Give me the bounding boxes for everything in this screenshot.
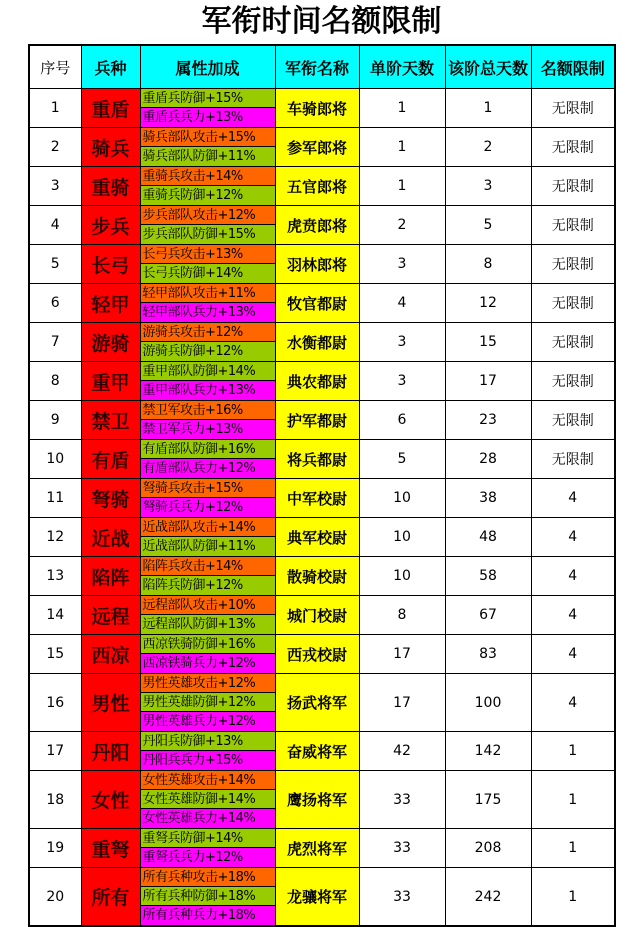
quota-limit-cell: 4 bbox=[531, 479, 615, 518]
defense-bonus: 丹阳兵防御+13% bbox=[141, 732, 275, 751]
attribute-bonus-cell bbox=[140, 771, 275, 829]
stage-days-cell: 1 bbox=[359, 167, 445, 206]
total-days-cell: 58 bbox=[445, 557, 531, 596]
quota-limit-cell: 4 bbox=[531, 635, 615, 674]
defense-bonus: 有盾部队防御+16% bbox=[141, 440, 275, 459]
table-row bbox=[29, 245, 615, 284]
total-days-cell: 17 bbox=[445, 362, 531, 401]
troop-type-cell: 陷阵 bbox=[81, 557, 140, 596]
attack-bonus: 骑兵部队攻击+15% bbox=[141, 128, 275, 147]
attack-bonus: 远程部队攻击+10% bbox=[141, 596, 275, 615]
quota-limit-cell: 4 bbox=[531, 518, 615, 557]
header-limit: 名额限制 bbox=[531, 45, 615, 89]
quota-limit-cell: 无限制 bbox=[531, 167, 615, 206]
troop-type-cell: 禁卫 bbox=[81, 401, 140, 440]
seq-cell: 20 bbox=[29, 868, 81, 927]
stage-days-cell: 33 bbox=[359, 829, 445, 868]
defense-bonus: 女性英雄防御+14% bbox=[141, 790, 275, 809]
page-title: 军衔时间名额限制 bbox=[201, 4, 442, 39]
troops-bonus: 重盾兵兵力+13% bbox=[141, 108, 275, 127]
total-days-cell: 242 bbox=[445, 868, 531, 927]
troop-type-cell: 长弓 bbox=[81, 245, 140, 284]
defense-bonus: 骑兵部队防御+11% bbox=[141, 147, 275, 166]
troop-type-cell: 游骑 bbox=[81, 323, 140, 362]
defense-bonus: 重骑兵防御+12% bbox=[141, 186, 275, 205]
table-row bbox=[29, 829, 615, 868]
defense-bonus: 游骑兵防御+12% bbox=[141, 342, 275, 361]
attribute-bonus-cell bbox=[140, 635, 275, 674]
stage-days-cell: 3 bbox=[359, 245, 445, 284]
attack-bonus: 长弓兵攻击+13% bbox=[141, 245, 275, 264]
rank-name-cell: 扬武将军 bbox=[275, 674, 359, 732]
table-row bbox=[29, 167, 615, 206]
rank-name-cell: 参军郎将 bbox=[275, 128, 359, 167]
table-row bbox=[29, 284, 615, 323]
rank-name-cell: 鹰扬将军 bbox=[275, 771, 359, 829]
table-row bbox=[29, 732, 615, 771]
stage-days-cell: 1 bbox=[359, 128, 445, 167]
attack-bonus: 禁卫军攻击+16% bbox=[141, 401, 275, 420]
seq-cell: 15 bbox=[29, 635, 81, 674]
rank-name-cell: 虎烈将军 bbox=[275, 829, 359, 868]
table-row bbox=[29, 89, 615, 128]
attribute-bonus-cell bbox=[140, 128, 275, 167]
attack-bonus: 弩骑兵攻击+15% bbox=[141, 479, 275, 498]
quota-limit-cell: 无限制 bbox=[531, 284, 615, 323]
troop-type-cell: 重盾 bbox=[81, 89, 140, 128]
stage-days-cell: 10 bbox=[359, 557, 445, 596]
defense-bonus: 男性英雄防御+12% bbox=[141, 693, 275, 712]
total-days-cell: 5 bbox=[445, 206, 531, 245]
troops-bonus: 西凉铁骑兵力+12% bbox=[141, 654, 275, 673]
quota-limit-cell: 1 bbox=[531, 771, 615, 829]
stage-days-cell: 6 bbox=[359, 401, 445, 440]
seq-cell: 9 bbox=[29, 401, 81, 440]
seq-cell: 1 bbox=[29, 89, 81, 128]
stage-days-cell: 17 bbox=[359, 674, 445, 732]
troop-type-cell: 有盾 bbox=[81, 440, 140, 479]
table-row bbox=[29, 323, 615, 362]
attribute-bonus-cell bbox=[140, 674, 275, 732]
rank-name-cell: 将兵都尉 bbox=[275, 440, 359, 479]
header-row bbox=[29, 45, 615, 89]
stage-days-cell: 2 bbox=[359, 206, 445, 245]
rank-name-cell: 奋威将军 bbox=[275, 732, 359, 771]
quota-limit-cell: 4 bbox=[531, 557, 615, 596]
attribute-bonus-cell bbox=[140, 89, 275, 128]
seq-cell: 16 bbox=[29, 674, 81, 732]
rank-name-cell: 羽林郎将 bbox=[275, 245, 359, 284]
seq-cell: 17 bbox=[29, 732, 81, 771]
attack-bonus: 轻甲部队攻击+11% bbox=[141, 284, 275, 303]
stage-days-cell: 10 bbox=[359, 518, 445, 557]
table-row bbox=[29, 362, 615, 401]
rank-name-cell: 中军校尉 bbox=[275, 479, 359, 518]
attack-bonus: 步兵部队攻击+12% bbox=[141, 206, 275, 225]
troop-type-cell: 男性 bbox=[81, 674, 140, 732]
attack-bonus: 陷阵兵攻击+14% bbox=[141, 557, 275, 576]
troops-bonus: 轻甲部队兵力+13% bbox=[141, 303, 275, 322]
table-row bbox=[29, 557, 615, 596]
table-row bbox=[29, 440, 615, 479]
header-attrs: 属性加成 bbox=[140, 45, 275, 89]
attribute-bonus-cell bbox=[140, 206, 275, 245]
attribute-bonus-cell bbox=[140, 440, 275, 479]
total-days-cell: 67 bbox=[445, 596, 531, 635]
stage-days-cell: 10 bbox=[359, 479, 445, 518]
defense-bonus: 所有兵种防御+18% bbox=[141, 887, 275, 906]
troop-type-cell: 近战 bbox=[81, 518, 140, 557]
total-days-cell: 48 bbox=[445, 518, 531, 557]
quota-limit-cell: 4 bbox=[531, 674, 615, 732]
seq-cell: 5 bbox=[29, 245, 81, 284]
troops-bonus: 重弩兵兵力+12% bbox=[141, 848, 275, 867]
quota-limit-cell: 无限制 bbox=[531, 362, 615, 401]
attack-bonus: 近战部队攻击+14% bbox=[141, 518, 275, 537]
defense-bonus: 重盾兵防御+15% bbox=[141, 89, 275, 108]
attack-bonus: 男性英雄攻击+12% bbox=[141, 674, 275, 693]
total-days-cell: 175 bbox=[445, 771, 531, 829]
attack-bonus: 女性英雄攻击+14% bbox=[141, 771, 275, 790]
defense-bonus: 近战部队防御+11% bbox=[141, 537, 275, 556]
rank-name-cell: 西戎校尉 bbox=[275, 635, 359, 674]
troops-bonus: 女性英雄兵力+14% bbox=[141, 809, 275, 828]
rank-name-cell: 车骑郎将 bbox=[275, 89, 359, 128]
total-days-cell: 28 bbox=[445, 440, 531, 479]
stage-days-cell: 4 bbox=[359, 284, 445, 323]
attribute-bonus-cell bbox=[140, 323, 275, 362]
total-days-cell: 12 bbox=[445, 284, 531, 323]
stage-days-cell: 3 bbox=[359, 323, 445, 362]
stage-days-cell: 33 bbox=[359, 868, 445, 927]
attribute-bonus-cell bbox=[140, 732, 275, 771]
table-row bbox=[29, 401, 615, 440]
table-row bbox=[29, 635, 615, 674]
troops-bonus: 重甲部队兵力+13% bbox=[141, 381, 275, 400]
attribute-bonus-cell bbox=[140, 245, 275, 284]
rank-name-cell: 城门校尉 bbox=[275, 596, 359, 635]
seq-cell: 12 bbox=[29, 518, 81, 557]
seq-cell: 8 bbox=[29, 362, 81, 401]
troops-bonus: 男性英雄兵力+12% bbox=[141, 712, 275, 731]
rank-name-cell: 散骑校尉 bbox=[275, 557, 359, 596]
rank-name-cell: 五官郎将 bbox=[275, 167, 359, 206]
seq-cell: 2 bbox=[29, 128, 81, 167]
defense-bonus: 远程部队防御+13% bbox=[141, 615, 275, 634]
troop-type-cell: 步兵 bbox=[81, 206, 140, 245]
quota-limit-cell: 无限制 bbox=[531, 245, 615, 284]
troop-type-cell: 远程 bbox=[81, 596, 140, 635]
quota-limit-cell: 1 bbox=[531, 732, 615, 771]
seq-cell: 6 bbox=[29, 284, 81, 323]
table-row bbox=[29, 518, 615, 557]
total-days-cell: 15 bbox=[445, 323, 531, 362]
quota-limit-cell: 无限制 bbox=[531, 440, 615, 479]
table-row bbox=[29, 479, 615, 518]
defense-bonus: 重甲部队防御+14% bbox=[141, 362, 275, 381]
defense-bonus: 长弓兵防御+14% bbox=[141, 264, 275, 283]
table-row bbox=[29, 596, 615, 635]
table-row bbox=[29, 674, 615, 732]
total-days-cell: 100 bbox=[445, 674, 531, 732]
attribute-bonus-cell bbox=[140, 401, 275, 440]
total-days-cell: 38 bbox=[445, 479, 531, 518]
rank-name-cell: 典军校尉 bbox=[275, 518, 359, 557]
attribute-bonus-cell bbox=[140, 557, 275, 596]
attribute-bonus-cell bbox=[140, 868, 275, 927]
quota-limit-cell: 无限制 bbox=[531, 128, 615, 167]
table-row bbox=[29, 868, 615, 927]
troop-type-cell: 所有 bbox=[81, 868, 140, 927]
troops-bonus: 所有兵种兵力+18% bbox=[141, 906, 275, 925]
total-days-cell: 142 bbox=[445, 732, 531, 771]
troops-bonus: 丹阳兵兵力+15% bbox=[141, 751, 275, 770]
total-days-cell: 2 bbox=[445, 128, 531, 167]
troop-type-cell: 轻甲 bbox=[81, 284, 140, 323]
quota-limit-cell: 无限制 bbox=[531, 206, 615, 245]
defense-bonus: 西凉铁骑防御+16% bbox=[141, 635, 275, 654]
rank-name-cell: 龙骧将军 bbox=[275, 868, 359, 927]
attack-bonus: 所有兵种攻击+18% bbox=[141, 868, 275, 887]
attribute-bonus-cell bbox=[140, 479, 275, 518]
total-days-cell: 23 bbox=[445, 401, 531, 440]
troops-bonus: 禁卫军兵力+13% bbox=[141, 420, 275, 439]
stage-days-cell: 33 bbox=[359, 771, 445, 829]
header-rank: 军衔名称 bbox=[275, 45, 359, 89]
quota-limit-cell: 无限制 bbox=[531, 89, 615, 128]
header-total: 该阶总天数 bbox=[445, 45, 531, 89]
seq-cell: 7 bbox=[29, 323, 81, 362]
quota-limit-cell: 1 bbox=[531, 829, 615, 868]
rank-table bbox=[28, 44, 616, 927]
header-days: 单阶天数 bbox=[359, 45, 445, 89]
total-days-cell: 1 bbox=[445, 89, 531, 128]
header-seq: 序号 bbox=[29, 45, 81, 89]
troop-type-cell: 西凉 bbox=[81, 635, 140, 674]
attribute-bonus-cell bbox=[140, 829, 275, 868]
rank-name-cell: 护军都尉 bbox=[275, 401, 359, 440]
defense-bonus: 重弩兵防御+14% bbox=[141, 829, 275, 848]
attack-bonus: 游骑兵攻击+12% bbox=[141, 323, 275, 342]
stage-days-cell: 1 bbox=[359, 89, 445, 128]
stage-days-cell: 5 bbox=[359, 440, 445, 479]
total-days-cell: 8 bbox=[445, 245, 531, 284]
seq-cell: 13 bbox=[29, 557, 81, 596]
seq-cell: 11 bbox=[29, 479, 81, 518]
total-days-cell: 208 bbox=[445, 829, 531, 868]
troop-type-cell: 女性 bbox=[81, 771, 140, 829]
rank-name-cell: 虎贲郎将 bbox=[275, 206, 359, 245]
quota-limit-cell: 无限制 bbox=[531, 323, 615, 362]
attribute-bonus-cell bbox=[140, 167, 275, 206]
quota-limit-cell: 无限制 bbox=[531, 401, 615, 440]
rank-name-cell: 水衡都尉 bbox=[275, 323, 359, 362]
stage-days-cell: 42 bbox=[359, 732, 445, 771]
troop-type-cell: 丹阳 bbox=[81, 732, 140, 771]
stage-days-cell: 8 bbox=[359, 596, 445, 635]
table-row bbox=[29, 771, 615, 829]
rank-name-cell: 牧官都尉 bbox=[275, 284, 359, 323]
total-days-cell: 3 bbox=[445, 167, 531, 206]
seq-cell: 10 bbox=[29, 440, 81, 479]
attribute-bonus-cell bbox=[140, 284, 275, 323]
header-type: 兵种 bbox=[81, 45, 140, 89]
attack-bonus: 重骑兵攻击+14% bbox=[141, 167, 275, 186]
seq-cell: 3 bbox=[29, 167, 81, 206]
troop-type-cell: 重甲 bbox=[81, 362, 140, 401]
table-body bbox=[29, 89, 615, 927]
table-row bbox=[29, 128, 615, 167]
rank-name-cell: 典农都尉 bbox=[275, 362, 359, 401]
troop-type-cell: 骑兵 bbox=[81, 128, 140, 167]
defense-bonus: 步兵部队防御+15% bbox=[141, 225, 275, 244]
total-days-cell: 83 bbox=[445, 635, 531, 674]
troop-type-cell: 弩骑 bbox=[81, 479, 140, 518]
seq-cell: 18 bbox=[29, 771, 81, 829]
seq-cell: 14 bbox=[29, 596, 81, 635]
seq-cell: 19 bbox=[29, 829, 81, 868]
stage-days-cell: 17 bbox=[359, 635, 445, 674]
troop-type-cell: 重弩 bbox=[81, 829, 140, 868]
troops-bonus: 有盾部队兵力+12% bbox=[141, 459, 275, 478]
table-row bbox=[29, 206, 615, 245]
attribute-bonus-cell bbox=[140, 518, 275, 557]
attribute-bonus-cell bbox=[140, 596, 275, 635]
defense-bonus: 陷阵兵防御+12% bbox=[141, 576, 275, 595]
stage-days-cell: 3 bbox=[359, 362, 445, 401]
quota-limit-cell: 1 bbox=[531, 868, 615, 927]
seq-cell: 4 bbox=[29, 206, 81, 245]
troop-type-cell: 重骑 bbox=[81, 167, 140, 206]
troops-bonus: 弩骑兵兵力+12% bbox=[141, 498, 275, 517]
quota-limit-cell: 4 bbox=[531, 596, 615, 635]
attribute-bonus-cell bbox=[140, 362, 275, 401]
